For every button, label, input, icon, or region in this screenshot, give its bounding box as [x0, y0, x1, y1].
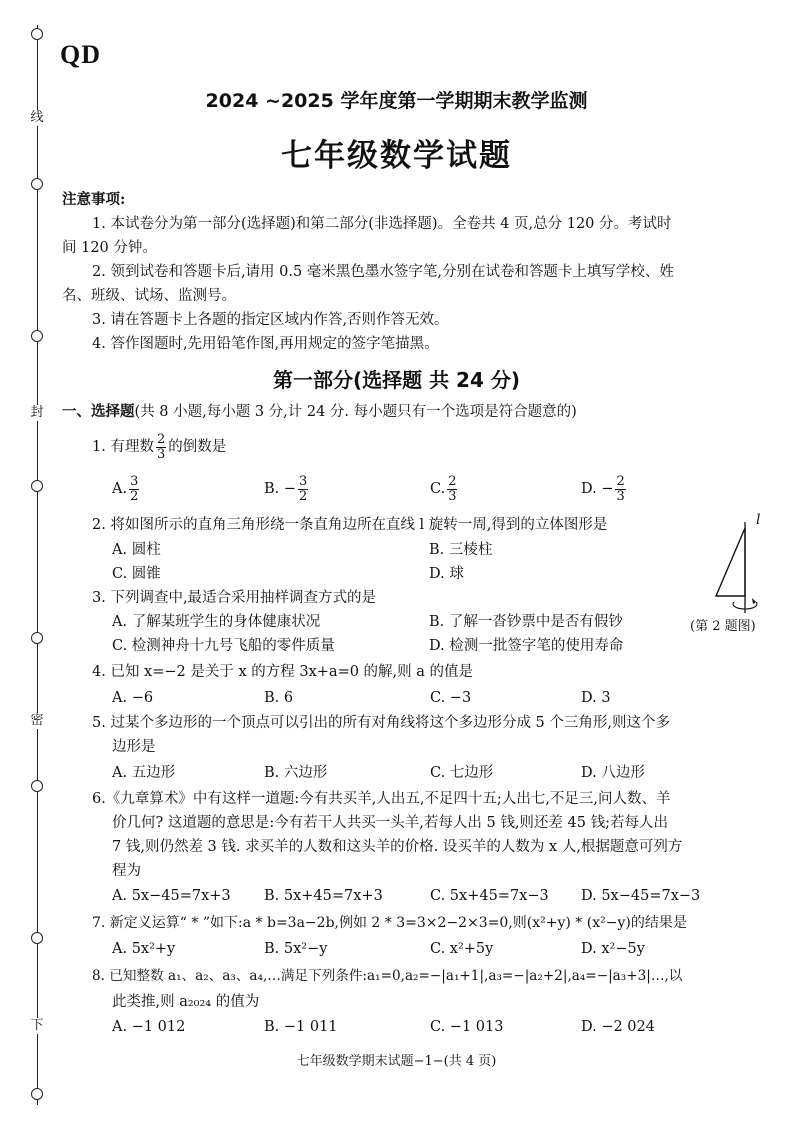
option-d: D. −2 024: [581, 1019, 655, 1035]
note-line: 2. 领到试卷和答题卡后,请用 0.5 毫米黑色墨水签字笔,分别在试卷和答题卡上填写学校、姓: [92, 264, 674, 280]
option-c: [430, 474, 459, 504]
numerator: 3: [130, 473, 139, 489]
option-label: A.: [112, 481, 128, 497]
question-1-text: 的倒数是: [168, 439, 227, 455]
option-a: A. 五边形: [112, 765, 176, 781]
subject-title: 七年级数学试题: [281, 138, 512, 174]
binding-hole: [31, 480, 43, 492]
binding-hole: [31, 780, 43, 792]
option-a: A. 5x²+y: [112, 941, 176, 957]
option-d: D. 检测一批签字笔的使用寿命: [429, 638, 624, 654]
section-intro: [62, 400, 577, 424]
note-line: 名、班级、试场、监测号。: [62, 288, 236, 304]
fraction: [156, 433, 166, 462]
binding-char: 线: [30, 110, 44, 125]
numerator: 2: [156, 431, 166, 447]
option-b: B. 了解一沓钞票中是否有假钞: [429, 614, 623, 630]
option-b: B. 5x²−y: [264, 941, 328, 957]
binding-hole: [31, 1088, 43, 1100]
binding-hole: [31, 28, 43, 40]
question-5-stem: 5. 过某个多边形的一个顶点可以引出的所有对角线将这个多边形分成 5 个三角形,则这个多: [92, 715, 670, 731]
denominator: 2: [130, 488, 139, 504]
question-1-text: 1. 有理数: [92, 439, 154, 455]
notes-heading: 注意事项:: [62, 191, 126, 208]
option-a: [112, 474, 141, 504]
question-6-stem-cont: 程为: [112, 863, 141, 879]
option-c: C. 5x+45=7x−3: [430, 888, 549, 904]
numerator: 2: [616, 473, 625, 489]
option-d: [581, 474, 628, 504]
numerator: 3: [299, 473, 308, 489]
figure-caption: (第 2 题图): [690, 619, 756, 634]
question-8-stem-cont: 此类推,则 a₂₀₂₄ 的值为: [112, 994, 260, 1010]
binding-hole: [31, 330, 43, 342]
binding-hole: [31, 178, 43, 190]
option-b: B. 5x+45=7x+3: [264, 888, 383, 904]
option-a: A. −1 012: [112, 1019, 186, 1035]
option-d: D. 5x−45=7x−3: [581, 888, 701, 904]
option-label: D. −: [581, 481, 614, 497]
binding-hole: [31, 932, 43, 944]
note-line: 1. 本试卷分为第一部分(选择题)和第二部分(非选择题)。全卷共 4 页,总分 120 分。考试时: [92, 216, 672, 232]
option-b: [264, 474, 310, 504]
section-intro-text: (共 8 小题,每小题 3 分,计 24 分. 每小题只有一个选项是符合题意的): [134, 404, 577, 420]
option-b: B. 6: [264, 690, 294, 706]
question-3-stem: 3. 下列调查中,最适合采用抽样调查方式的是: [92, 590, 377, 606]
option-label: B. −: [264, 481, 297, 497]
option-c: C. 七边形: [430, 765, 494, 781]
option-label: C.: [430, 481, 446, 497]
question-7-stem: 7. 新定义运算“ * ”如下:a * b=3a−2b,例如 2 * 3=3×2−2×3=0,则(x²+y) * (x²−y)的结果是: [92, 915, 687, 931]
fraction: [298, 475, 308, 504]
question-6-stem-cont: 7 钱,则仍然差 3 钱. 求买羊的人数和这头羊的价格. 设买羊的人数为 x 人,根据题意可列方: [112, 839, 683, 855]
option-a: A. 了解某班学生的身体健康状况: [112, 614, 321, 630]
note-line: 4. 答作图题时,先用铅笔作图,再用规定的签字笔描黑。: [92, 336, 439, 352]
question-2-stem: 2. 将如图所示的直角三角形绕一条直角边所在直线 l 旋转一周,得到的立体图形是: [92, 517, 608, 533]
binding-char: 密: [30, 713, 44, 728]
note-line: 3. 请在答题卡上各题的指定区域内作答,否则作答无效。: [92, 312, 449, 328]
option-a: A. 5x−45=7x+3: [112, 888, 231, 904]
page-footer: 七年级数学期末试题−1−(共 4 页): [296, 1054, 497, 1069]
question-4-stem: 4. 已知 x=−2 是关于 x 的方程 3x+a=0 的解,则 a 的值是: [92, 664, 474, 680]
option-d: D. 八边形: [581, 765, 645, 781]
question-1-stem: [92, 432, 226, 462]
option-d: D. 3: [581, 690, 611, 706]
question-6-stem: 6.《九章算术》中有这样一道题:今有共买羊,人出五,不足四十五;人出七,不足三,问人数、羊: [92, 791, 671, 807]
option-d: D. 球: [429, 566, 464, 582]
question-6-stem-cont: 价几何? 这道题的意思是:今有若干人共买一头羊,若每人出 5 钱,则还差 45 钱;若每人出: [112, 815, 668, 831]
option-c: C. 圆锥: [112, 566, 161, 582]
option-a: A. 圆柱: [112, 542, 161, 558]
option-a: A. −6: [112, 690, 154, 706]
paper-code: QD: [60, 40, 101, 69]
numerator: 2: [448, 473, 457, 489]
option-c: C. −1 013: [430, 1019, 504, 1035]
rotation-axis-label: l: [756, 512, 761, 528]
question-8-stem: 8. 已知整数 a₁、a₂、a₃、a₄,…满足下列条件:a₁=0,a₂=−|a₁+1|,a₃=−|a₂+2|,a₄=−|a₃+3|…,以: [92, 968, 683, 984]
binding-char: 下: [30, 1018, 44, 1033]
fraction: [129, 475, 139, 504]
fraction: [447, 475, 457, 504]
option-b: B. 三棱柱: [429, 542, 493, 558]
denominator: 3: [156, 446, 166, 462]
exam-title: 2024 ~2025 学年度第一学期期末教学监测: [205, 90, 588, 112]
binding-hole: [31, 632, 43, 644]
option-c: C. −3: [430, 690, 472, 706]
denominator: 3: [448, 488, 457, 504]
fraction: [615, 475, 625, 504]
section-title: 第一部分(选择题 共 24 分): [272, 368, 520, 392]
option-d: D. x²−5y: [581, 941, 645, 957]
note-line: 间 120 分钟。: [62, 240, 157, 256]
option-b: B. −1 011: [264, 1019, 338, 1035]
question-5-stem-cont: 边形是: [112, 739, 156, 755]
denominator: 3: [616, 488, 625, 504]
option-c: C. 检测神舟十九号飞船的零件质量: [112, 638, 335, 654]
section-intro-label: 一、选择题: [62, 403, 135, 420]
denominator: 2: [299, 488, 308, 504]
option-c: C. x²+5y: [430, 941, 494, 957]
binding-char: 封: [30, 405, 44, 420]
option-b: B. 六边形: [264, 765, 328, 781]
